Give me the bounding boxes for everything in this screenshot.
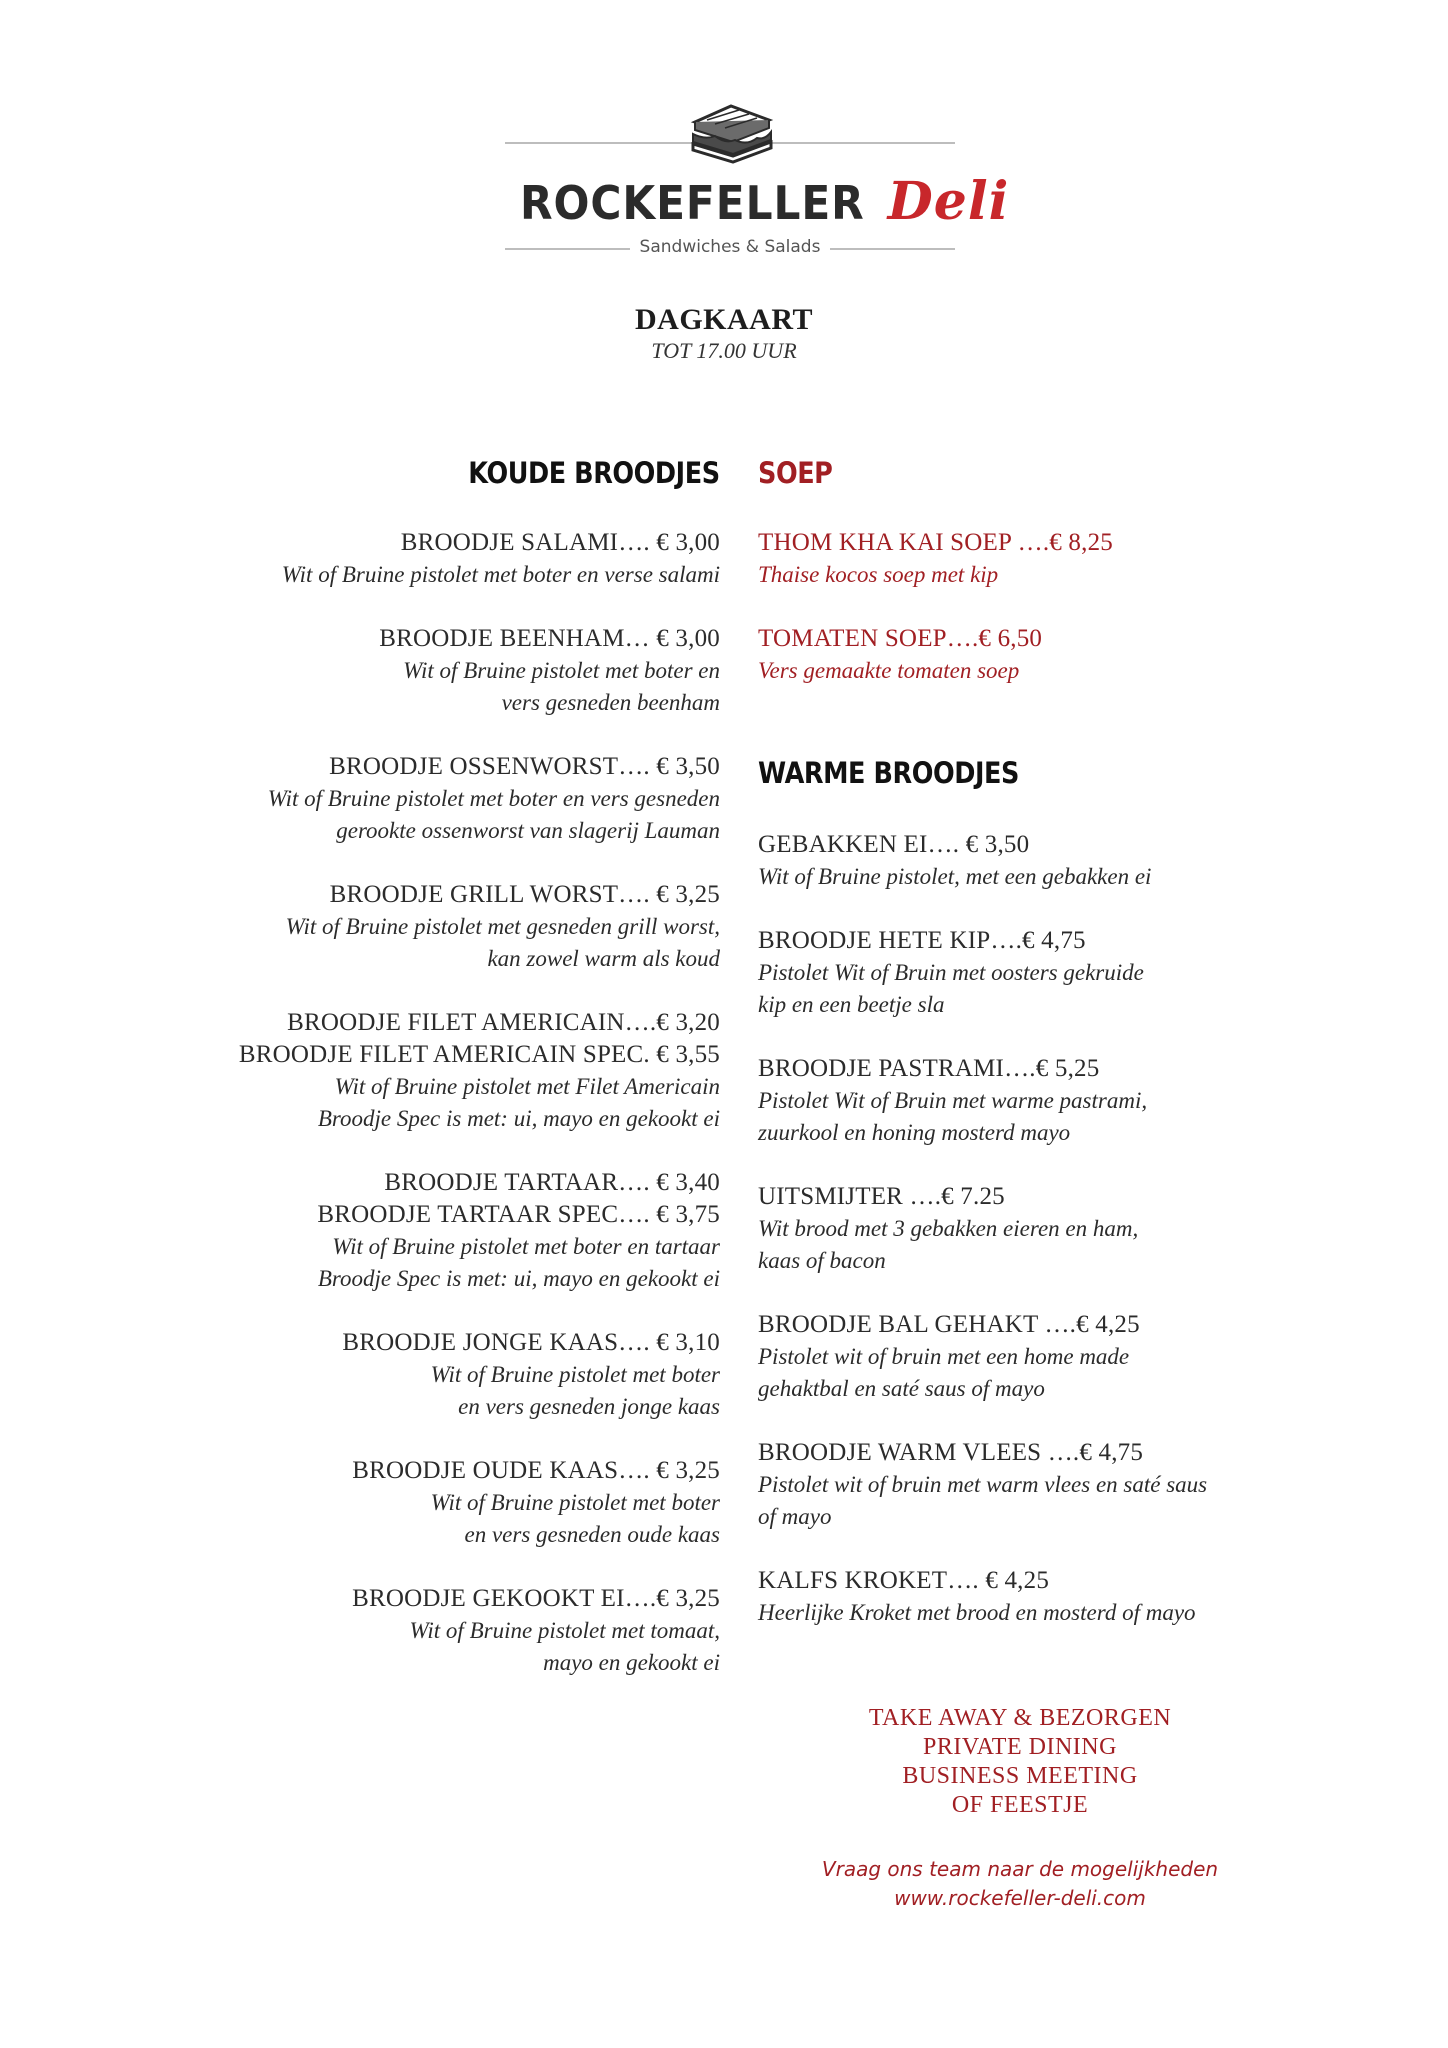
contact-block xyxy=(790,1855,1250,1913)
menu-item xyxy=(352,1455,720,1551)
section-heading-soup xyxy=(758,455,843,491)
services-promo xyxy=(790,1704,1250,1820)
cold-heading: KOUDE BROODJES xyxy=(468,456,720,490)
contact-note: Vraag ons team naar de mogelijkheden xyxy=(821,1857,1219,1881)
menu-item-description: Heerlijke Kroket met brood en mosterd of mayo xyxy=(758,1600,1196,1625)
menu-item-title: BROODJE BAL GEHAKT ….€ 4,25 xyxy=(758,1311,1140,1338)
menu-item-title: BROODJE BEENHAM… € 3,00 xyxy=(379,625,720,652)
menu-title-block xyxy=(0,303,1448,365)
menu-item-title: THOM KHA KAI SOEP ….€ 8,25 xyxy=(758,529,1113,556)
menu-item-title: GEBAKKEN EI…. € 3,50 xyxy=(758,831,1030,858)
menu-item xyxy=(758,829,1151,893)
menu-item-title: BROODJE TARTAAR…. € 3,40 xyxy=(384,1169,720,1196)
menu-item xyxy=(379,623,720,719)
menu-item xyxy=(239,1007,720,1135)
menu-item xyxy=(758,623,1042,687)
menu-item-description: Wit of Bruine pistolet met boter en vers gesneden gerookte ossenworst van slagerij Lauman xyxy=(267,786,720,843)
menu-item-title: BROODJE JONGE KAAS…. € 3,10 xyxy=(342,1329,720,1356)
sandwich-icon xyxy=(685,100,777,166)
menu-item xyxy=(268,751,720,847)
menu-item xyxy=(286,879,720,975)
menu-item xyxy=(758,1437,1207,1533)
menu-item-description: Wit of Bruine pistolet met tomaat, mayo en gekookt ei xyxy=(409,1618,720,1675)
menu-item xyxy=(758,527,1113,591)
menu-item-title: BROODJE FILET AMERICAIN SPEC. € 3,55 xyxy=(238,1041,720,1068)
menu-item-title: KALFS KROKET…. € 4,25 xyxy=(758,1567,1050,1594)
section-heading-cold xyxy=(434,455,720,491)
menu-item-description: Wit of Bruine pistolet met boter en vers gesneden jonge kaas xyxy=(430,1362,720,1419)
menu-item-title: BROODJE TARTAAR SPEC…. € 3,75 xyxy=(317,1201,720,1228)
brand-tagline: Sandwiches & Salads xyxy=(639,237,821,257)
menu-item-description: Wit of Bruine pistolet met Filet Americain Broodje Spec is met: ui, mayo en gekookt ei xyxy=(317,1074,720,1131)
menu-item-title: TOMATEN SOEP….€ 6,50 xyxy=(758,625,1043,652)
menu-item xyxy=(317,1167,720,1295)
website-link[interactable]: www.rockefeller-deli.com xyxy=(894,1886,1146,1910)
menu-item-title: BROODJE SALAMI…. € 3,00 xyxy=(400,529,720,556)
menu-item-description: Pistolet Wit of Bruin met warme pastrami, zuurkool en honing mosterd mayo xyxy=(758,1088,1148,1145)
menu-item-title: UITSMIJTER ….€ 7.25 xyxy=(758,1183,1005,1210)
menu-item-title: BROODJE WARM VLEES ….€ 4,75 xyxy=(758,1439,1144,1466)
menu-item-description: Pistolet wit of bruin met een home made gehaktbal en saté saus of mayo xyxy=(758,1344,1130,1401)
menu-item-title: BROODJE GEKOOKT EI….€ 3,25 xyxy=(352,1585,720,1612)
menu-item-description: Wit of Bruine pistolet met boter en tartaar Broodje Spec is met: ui, mayo en gekookt ei xyxy=(317,1234,720,1291)
promo-line: OF FEESTJE xyxy=(951,1792,1089,1818)
page-title: DAGKAART xyxy=(635,303,813,336)
menu-item xyxy=(352,1583,720,1679)
menu-item-description: Wit of Bruine pistolet met boter en vers gesneden oude kaas xyxy=(430,1490,720,1547)
logo-rule-left xyxy=(505,248,630,250)
brand-name-word: ROCKEFELLER xyxy=(519,176,865,230)
menu-item-description: Wit of Bruine pistolet met gesneden grill worst, kan zowel warm als koud xyxy=(285,914,720,971)
brand-name xyxy=(505,171,1010,232)
menu-item-title: BROODJE GRILL WORST…. € 3,25 xyxy=(329,881,720,908)
logo-rule-right xyxy=(830,248,955,250)
menu-item-description: Pistolet wit of bruin met warm vlees en saté saus of mayo xyxy=(758,1472,1208,1529)
promo-line: BUSINESS MEETING xyxy=(902,1763,1138,1789)
warm-heading: WARME BROODJES xyxy=(758,756,1019,790)
soup-heading: SOEP xyxy=(758,456,833,490)
menu-item xyxy=(758,925,1144,1021)
menu-item-title: BROODJE HETE KIP….€ 4,75 xyxy=(758,927,1086,954)
promo-line: PRIVATE DINING xyxy=(923,1734,1117,1760)
menu-item xyxy=(758,1181,1138,1277)
promo-line: TAKE AWAY & BEZORGEN xyxy=(868,1705,1172,1731)
section-heading-warm xyxy=(758,755,1055,791)
menu-item-title: BROODJE PASTRAMI….€ 5,25 xyxy=(758,1055,1100,1082)
menu-item xyxy=(342,1327,720,1423)
menu-item xyxy=(758,1565,1196,1629)
menu-item-description: Pistolet Wit of Bruin met oosters gekruide kip en een beetje sla xyxy=(758,960,1144,1017)
brand-logo xyxy=(505,92,1010,264)
menu-item-title: BROODJE OSSENWORST…. € 3,50 xyxy=(329,753,720,780)
menu-item xyxy=(758,1309,1140,1405)
brand-name-accent: Deli xyxy=(887,171,1010,232)
menu-item-title: BROODJE OUDE KAAS…. € 3,25 xyxy=(352,1457,720,1484)
menu-item-description: Wit of Bruine pistolet met boter en verse salami xyxy=(281,562,720,587)
menu-item-title: BROODJE FILET AMERICAIN….€ 3,20 xyxy=(287,1009,720,1036)
menu-item-description: Thaise kocos soep met kip xyxy=(758,562,999,587)
menu-item-description: Wit brood met 3 gebakken eieren en ham, kaas of bacon xyxy=(758,1216,1139,1273)
menu-item xyxy=(282,527,720,591)
page-subtitle: TOT 17.00 UUR xyxy=(651,338,797,363)
menu-item xyxy=(758,1053,1147,1149)
menu-item-description: Wit of Bruine pistolet, met een gebakken ei xyxy=(758,864,1152,889)
menu-item-description: Wit of Bruine pistolet met boter en vers gesneden beenham xyxy=(403,658,720,715)
menu-item-description: Vers gemaakte tomaten soep xyxy=(758,658,1020,683)
